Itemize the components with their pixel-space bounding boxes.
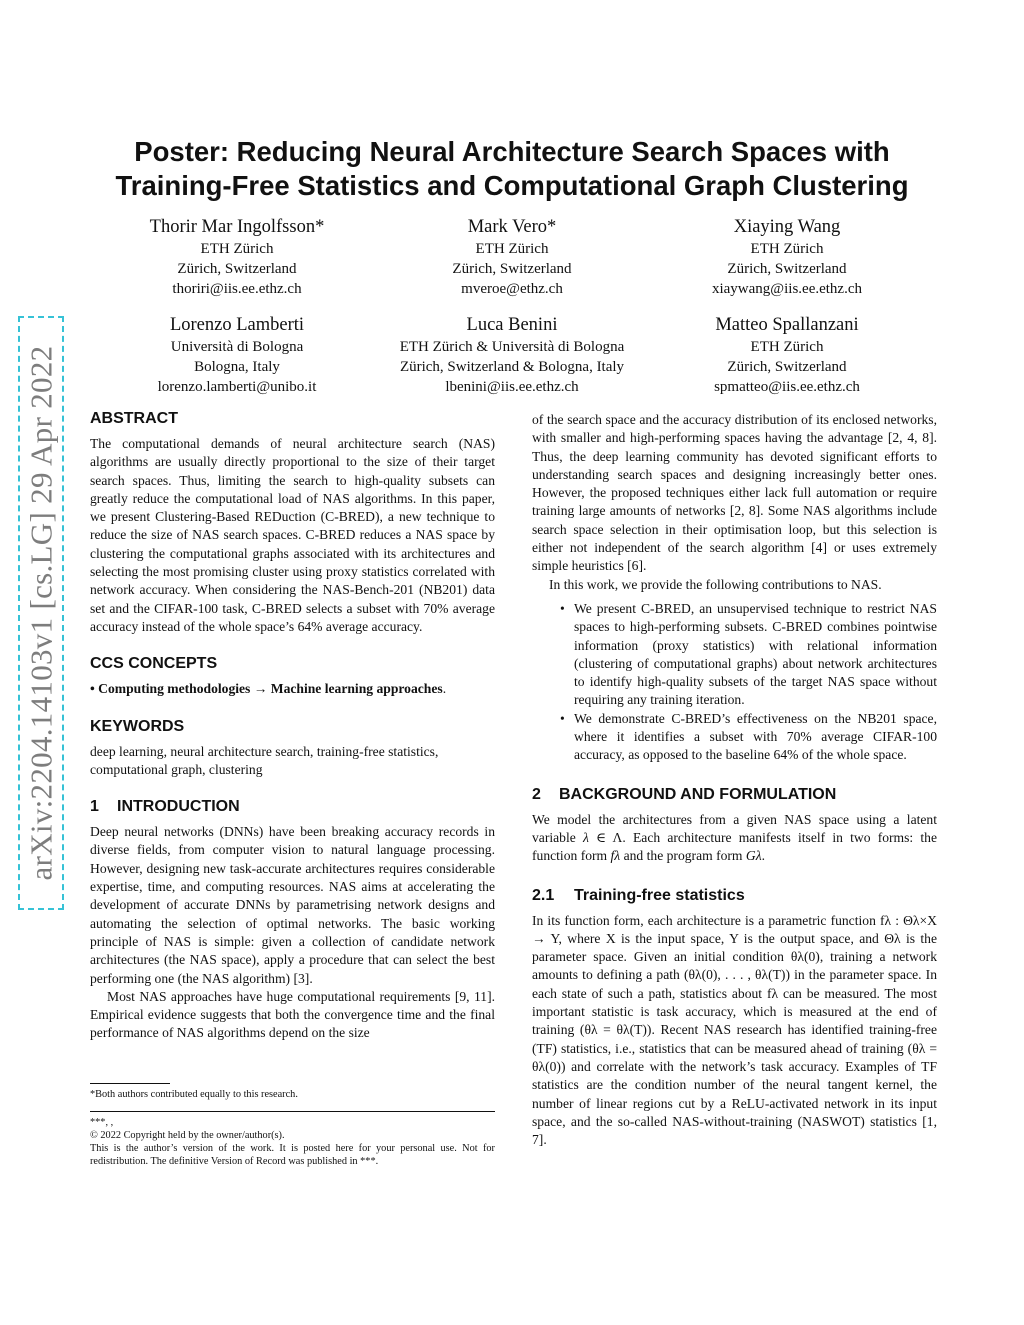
- ccs-tail: .: [442, 681, 447, 697]
- ccs-heading: CCS CONCEPTS: [90, 655, 218, 673]
- intro-paragraph-4: In this work, we provide the following contributions to NAS.: [549, 576, 882, 592]
- text-run: We model the architectures from a given NAS space using a latent variable: [532, 811, 937, 845]
- ccs-concept: • Computing methodologies → Machine learning approaches: [90, 681, 443, 697]
- title-line-1: Poster: Reducing Neural Architecture Search Spaces with: [134, 136, 890, 167]
- section-number: 2: [532, 785, 541, 803]
- author-location: Zürich, Switzerland: [177, 261, 297, 277]
- author-location: Zürich, Switzerland: [452, 261, 572, 277]
- right-column: [532, 411, 937, 1149]
- author-affiliation: ETH Zürich: [750, 339, 824, 355]
- author-block: [87, 216, 387, 299]
- author-location: Zürich, Switzerland & Bologna, Italy: [399, 359, 625, 375]
- author-location: Zürich, Switzerland: [727, 261, 847, 277]
- author-affiliation: ETH Zürich: [200, 241, 274, 257]
- author-block: [87, 314, 387, 397]
- author-name: Matteo Spallanzani: [715, 315, 859, 335]
- author-location: Bologna, Italy: [194, 359, 280, 375]
- paper-title: [95, 135, 929, 203]
- title-line-2: Training-Free Statistics and Computational Graph Clustering: [115, 170, 909, 201]
- author-name: Mark Vero*: [467, 217, 557, 237]
- text-run: ∈ Λ. Each architecture manifests itself in two forms: the function form: [532, 829, 937, 864]
- footnote-separator: [90, 1111, 495, 1112]
- author-block: [637, 216, 937, 299]
- author-name: Xiaying Wang: [733, 217, 841, 237]
- footnote-copyright: © 2022 Copyright held by the owner/author(s).: [90, 1130, 285, 1141]
- ccs-text: [90, 680, 495, 698]
- author-block: [637, 314, 937, 397]
- math-f-lambda: fλ: [610, 848, 621, 864]
- training-free-paragraph: In its function form, each architecture is a parametric function fλ : Θλ×X → Y, where X is the input space, Y is the output space, and Θλ is the parameter space. Given an initial condition θλ(0), training a network amounts to defining a path (θλ(0), . . . , θλ(T)) in the parameter space. In each state of such a path, statistics about fλ can be measured. The most important statistic is task accuracy, which is measured at the end of training (θλ = θλ(T)). Recent NAS research has identified training-free (TF) statistics, i.e., statistics that can be measured ahead of training (θλ = θλ(0)) and correlate with the network’s task accuracy. Examples of TF statistics are the condition number of the neural tangent kernel, the number of linear regions cut by a ReLU-activated network in its input space, and the so-called NAS-without-training (NASWOT) statistics [1, 7].: [532, 912, 937, 1148]
- abstract-text: The computational demands of neural architecture search (NAS) algorithms are usually directly proportional to the size of their target search spaces. Thus, limiting the search to high-quality subsets can greatly reduce the computational load of NAS algorithms. In this paper, we present Clustering-Based REDuction (C-BRED), a new technique to reduce the size of NAS search spaces. C-BRED reduces a NAS space by clustering the computational graphs associated with its architectures and selecting the most promising cluster using proxy statistics correlated with network accuracy. When considering the NAS-Bench-201 (NB201) data set and the CIFAR-100 task, C-BRED selects a subset with 70% average accuracy instead of the whole space’s 64% average accuracy.: [90, 436, 495, 634]
- author-email: lbenini@iis.ee.ethz.ch: [445, 379, 579, 395]
- section-number: 1: [90, 798, 99, 816]
- left-column: [90, 409, 495, 1043]
- footnote-notice: This is the author’s version of the work. It is posted here for your personal use. Not for redistribution. The definitive Version of Record was published in ***.: [90, 1143, 495, 1167]
- author-block: [362, 216, 662, 299]
- author-name: Lorenzo Lamberti: [169, 315, 305, 335]
- author-affiliation: ETH Zürich: [750, 241, 824, 257]
- contributions-list: [532, 600, 937, 765]
- author-location: Zürich, Switzerland: [727, 359, 847, 375]
- training-free-heading: [532, 886, 937, 906]
- text-run: and the program form: [620, 848, 746, 864]
- arxiv-id: arXiv:2204.14103v1 [cs.LG] 29 Apr 2022: [23, 345, 59, 881]
- math-g-lambda: Gλ: [745, 848, 762, 864]
- section-title: INTRODUCTION: [117, 798, 240, 816]
- author-affiliation: ETH Zürich: [475, 241, 549, 257]
- intro-heading: [90, 797, 495, 817]
- author-email: spmatteo@iis.ee.ethz.ch: [714, 379, 860, 395]
- background-heading: [532, 785, 937, 805]
- intro-paragraph-1: Deep neural networks (DNNs) have been breaking accuracy records in diverse fields, from computer vision to natural language processing. However, designing new task-accurate architectures requires considerable expertise, time, and computing resources. NAS aims at accelerating the development of accurate DNNs by parametrising network designs and automating the selection of optimal networks. The basic working principle of NAS is simple: given a collection of candidate network architectures (the NAS space), apply a procedure that can select the best performing one (the NAS algorithm) [3].: [90, 824, 495, 986]
- keywords-text: deep learning, neural architecture search, training-free statistics, computational graph, clustering: [90, 743, 439, 777]
- intro-paragraph-2: Most NAS approaches have huge computational requirements [9, 11]. Empirical evidence suggests that both the convergence time and the final performance of NAS algorithms depend on the size: [90, 988, 495, 1041]
- author-name: Luca Benini: [466, 315, 558, 335]
- footnote-rule: [90, 1083, 170, 1084]
- footnote-equal-contribution: *Both authors contributed equally to this research.: [90, 1089, 298, 1100]
- abstract-heading: ABSTRACT: [90, 410, 178, 427]
- author-email: mveroe@ethz.ch: [461, 281, 563, 297]
- keywords-heading: KEYWORDS: [90, 717, 185, 735]
- arxiv-stamp: [18, 316, 64, 910]
- list-item: • We demonstrate C-BRED’s effectiveness on the NB201 space, where it identifies a subset with 70% average CIFAR-100 accuracy, as opposed to the baseline 64% of the whole space.: [574, 710, 937, 765]
- footnote-stars: ***, ,: [90, 1117, 114, 1128]
- author-affiliation: Università di Bologna: [170, 339, 304, 355]
- math-lambda: λ: [582, 829, 589, 845]
- list-item: • We present C-BRED, an unsupervised technique to restrict NAS spaces to high-performing subsets. C-BRED combines pointwise information (proxy statistics) with relational information (clustering of computational graphs) about network architectures to identify high-quality subsets of the target NAS space without requiring any training iteration.: [574, 600, 937, 710]
- author-email: thoriri@iis.ee.ethz.ch: [172, 281, 302, 297]
- text-run: .: [761, 848, 766, 864]
- author-email: lorenzo.lamberti@unibo.it: [157, 379, 317, 395]
- footnotes: [90, 1083, 495, 1168]
- subsection-title: Training-free statistics: [574, 886, 745, 904]
- author-name: Thorir Mar Ingolfsson*: [149, 217, 325, 237]
- subsection-number: 2.1: [532, 886, 555, 904]
- author-affiliation: ETH Zürich & Università di Bologna: [399, 339, 625, 355]
- intro-paragraph-3: of the search space and the accuracy distribution of its enclosed networks, with smaller and high-performing spaces having the advantage [2, 4, 8]. Thus, the deep learning community has devoted significant efforts to understanding search spaces and designing increasingly better ones. However, the proposed techniques either lack full automation or require training large amounts of networks [2, 8]. Some NAS algorithms include search space selection in their optimisation loop, but this selection is either not independent of the search algorithm [4] or uses extremely simple heuristics [6].: [532, 412, 937, 574]
- background-paragraph: [532, 811, 937, 866]
- section-title: BACKGROUND AND FORMULATION: [559, 785, 837, 803]
- author-email: xiaywang@iis.ee.ethz.ch: [711, 281, 862, 297]
- author-block: [362, 314, 662, 397]
